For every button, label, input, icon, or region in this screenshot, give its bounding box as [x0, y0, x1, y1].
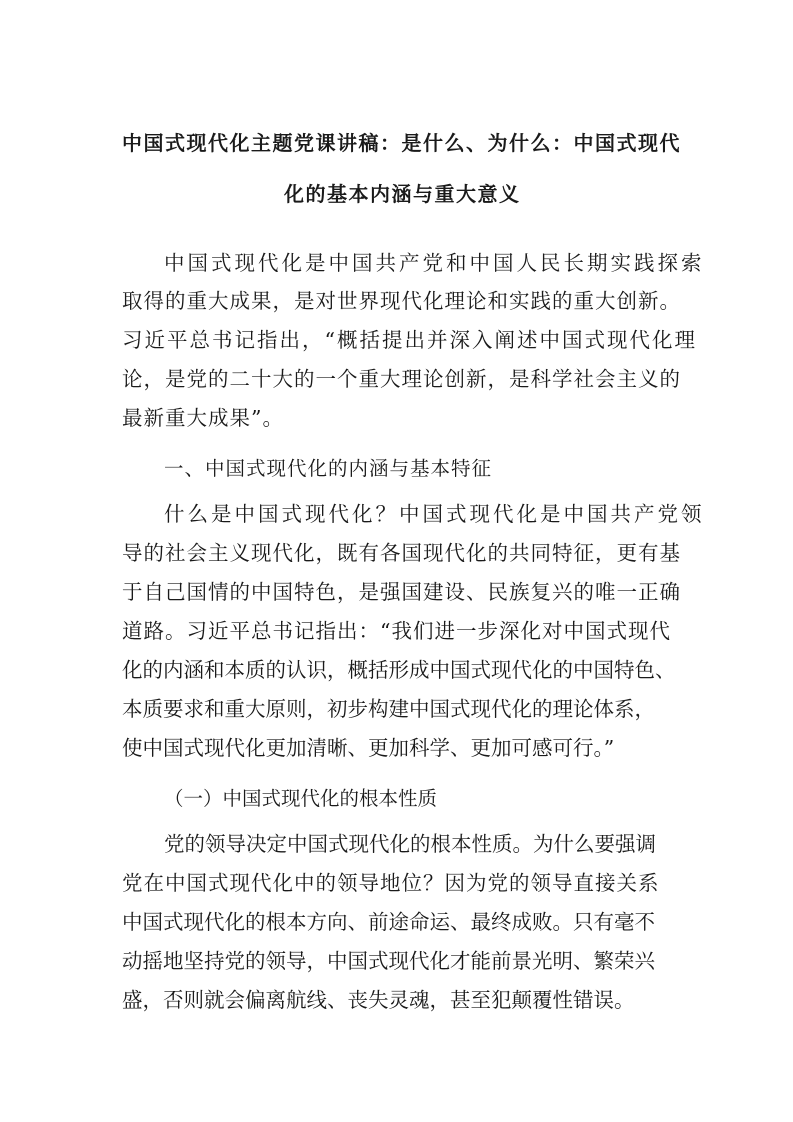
document-title-line-2: 化的基本内涵与重大意义: [284, 182, 521, 206]
paragraph-line: 中国式现代化的根本方向、前途命运、最终成败。只有毫不: [122, 910, 655, 934]
paragraph-line: 本质要求和重大原则，初步构建中国式现代化的理论体系，: [122, 697, 655, 721]
paragraph-line: 党的领导决定中国式现代化的根本性质。为什么要强调: [164, 832, 656, 856]
paragraph-line: 于自己国情的中国特色，是强国建设、民族复兴的唯一正确: [122, 580, 681, 604]
paragraph-line: 使中国式现代化更加清晰、更加科学、更加可感可行。”: [122, 736, 615, 760]
paragraph-line: 什么是中国式现代化？中国式现代化是中国共产党领: [164, 502, 705, 526]
paragraph-line: 盛，否则就会偏离航线、丧失灵魂，甚至犯颠覆性错误。: [122, 988, 635, 1012]
subsection-heading: （一）中国式现代化的根本性质: [164, 787, 438, 810]
paragraph-line: 取得的重大成果，是对世界现代化理论和实践的重大创新。: [122, 289, 681, 313]
paragraph-line: 党在中国式现代化中的领导地位？因为党的领导直接关系: [122, 871, 660, 895]
paragraph-line: 最新重大成果”。: [122, 406, 284, 430]
paragraph-line: 动摇地坚持党的领导，中国式现代化才能前景光明、繁荣兴: [122, 949, 655, 973]
paragraph-line: 道路。习近平总书记指出：“我们进一步深化对中国式现代: [122, 619, 671, 643]
paragraph-line: 习近平总书记指出，“概括提出并深入阐述中国式现代化理: [122, 328, 697, 352]
paragraph-line: 论，是党的二十大的一个重大理论创新，是科学社会主义的: [122, 367, 681, 391]
document-title-line-1: 中国式现代化主题党课讲稿：是什么、为什么：中国式现代: [122, 131, 681, 155]
section-heading: 一、中国式现代化的内涵与基本特征: [164, 457, 493, 480]
paragraph-line: 导的社会主义现代化，既有各国现代化的共同特征，更有基: [122, 541, 681, 565]
paragraph-line: 中国式现代化是中国共产党和中国人民长期实践探索: [164, 251, 705, 275]
paragraph-line: 化的内涵和本质的认识，概括形成中国式现代化的中国特色、: [122, 658, 676, 682]
